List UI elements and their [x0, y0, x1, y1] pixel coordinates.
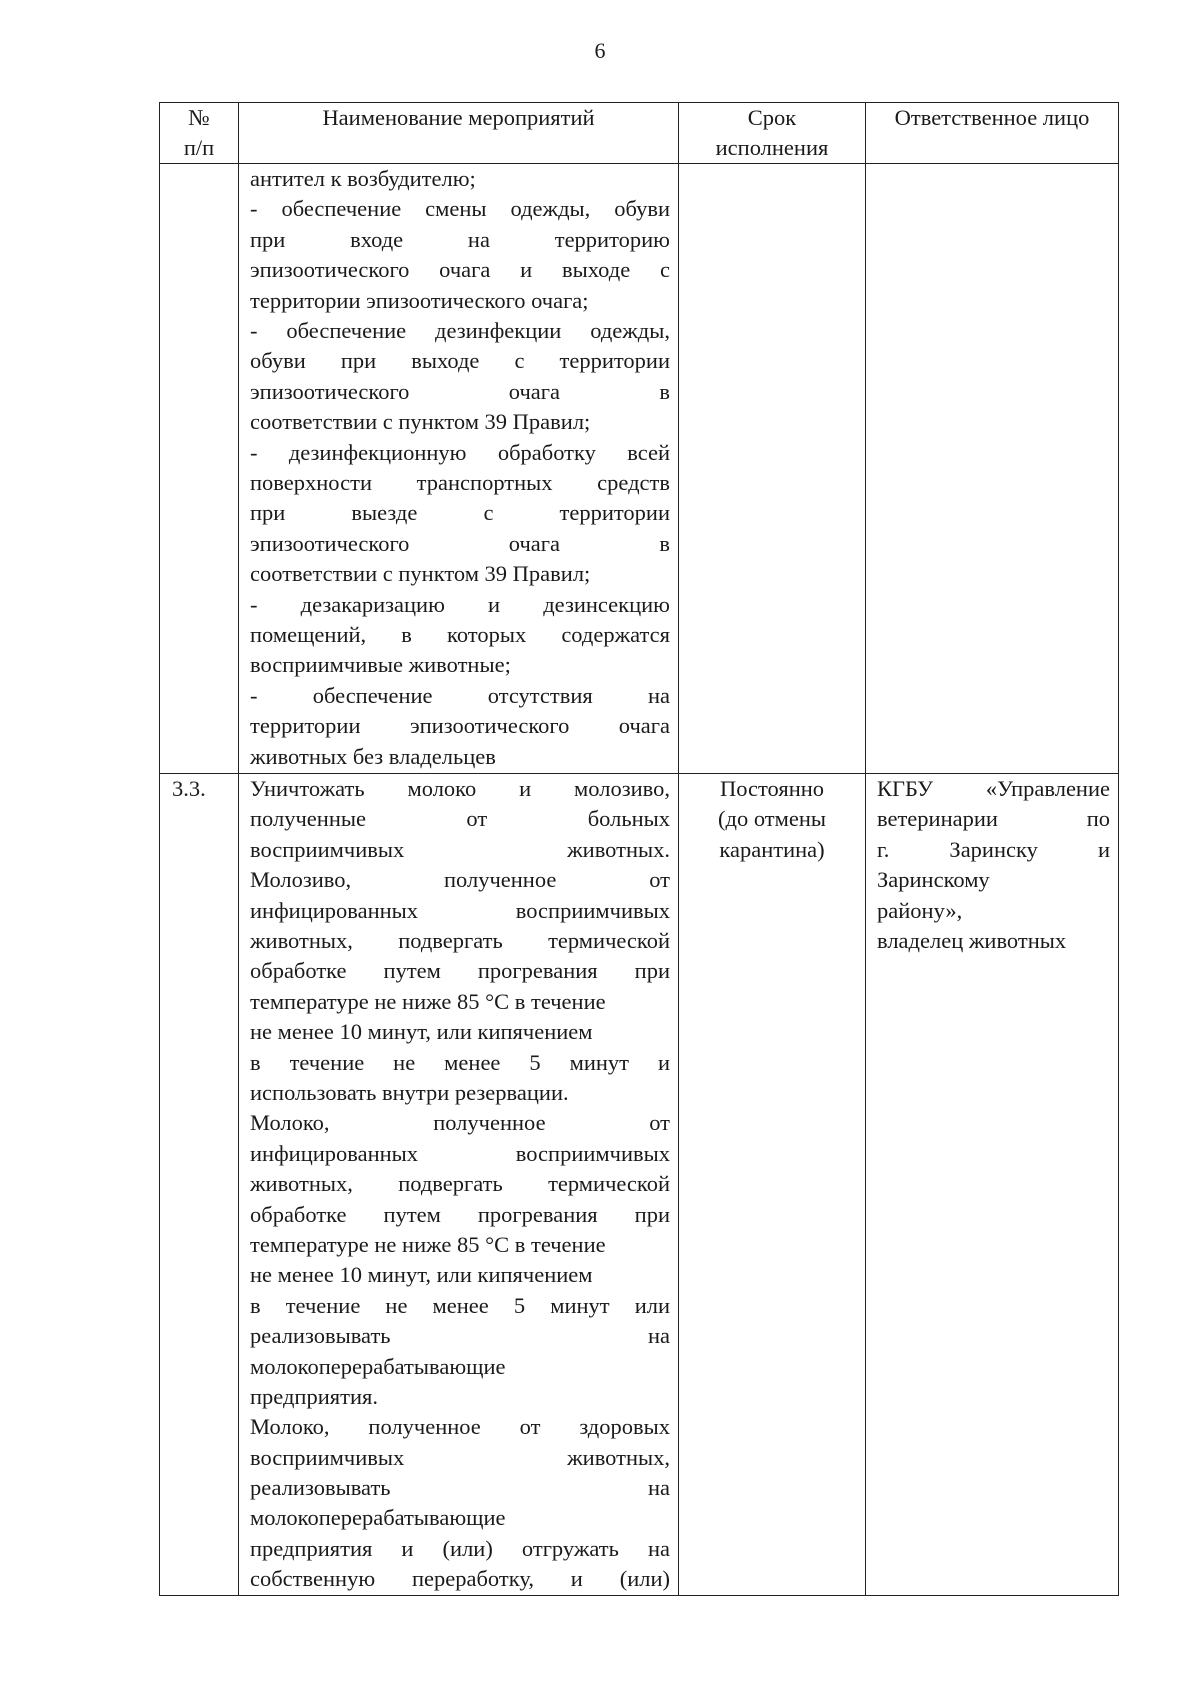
term-line: карантина): [719, 836, 825, 862]
text-line: - обеспечение отсутствия на: [250, 682, 670, 708]
table-row: [160, 164, 1119, 774]
text-line: соответствии с пунктом 39 Правил;: [250, 409, 591, 435]
text-line: Молозиво, полученное от: [250, 867, 670, 893]
text-line: помещений, в которых содержатся: [250, 621, 670, 647]
responsible-line: владелец животных: [877, 927, 1067, 953]
text-line: реализовывать на: [250, 1323, 670, 1349]
text-line: Молоко, полученное от здоровых: [250, 1414, 670, 1440]
text-line: антител к возбудителю;: [250, 166, 476, 191]
header-term-line: Срок: [747, 105, 797, 130]
text-line: животных, подвергать термической: [250, 1171, 670, 1197]
term-line: (до отмены: [718, 806, 826, 832]
text-line: температуре не ниже 85 °С в течение: [250, 988, 606, 1014]
text-line: эпизоотического очага в: [250, 378, 670, 404]
text-line: - дезинфекционную обработку всей: [250, 439, 670, 465]
measure-name-cell: [239, 164, 679, 774]
text-line: поверхности транспортных средств: [250, 469, 670, 495]
text-line: температуре не ниже 85 °С в течение: [250, 1231, 606, 1257]
text-line: территории эпизоотического очага;: [250, 287, 589, 313]
text-line: использовать внутри резервации.: [250, 1079, 569, 1105]
text-line: обработке путем прогревания при: [250, 1201, 670, 1227]
row-number-cell: [160, 164, 239, 774]
text-line: молокоперерабатывающие: [250, 1353, 506, 1379]
text-line: эпизоотического очага и выходе с: [250, 257, 670, 283]
measures-table: [159, 102, 1119, 1596]
page-number: 6: [594, 38, 606, 63]
header-responsible-text: Ответственное лицо: [894, 105, 1090, 130]
text-line: восприимчивые животные;: [250, 652, 511, 678]
text-line: не менее 10 минут, или кипячением: [250, 1019, 593, 1045]
text-line: в течение не менее 5 минут или: [250, 1292, 670, 1318]
header-term-line: исполнения: [715, 135, 829, 160]
text-line: в течение не менее 5 минут и: [250, 1049, 670, 1075]
responsible-line: ветеринарии по: [877, 806, 1110, 832]
term-cell: [679, 164, 866, 774]
text-line: - дезакаризацию и дезинсекцию: [250, 591, 670, 617]
text-line: предприятия и (или) отгружать на: [250, 1535, 670, 1561]
text-line: не менее 10 минут, или кипячением: [250, 1262, 593, 1288]
responsible-line: КГБУ «Управление: [877, 776, 1110, 801]
text-line: инфицированных восприимчивых: [250, 897, 670, 923]
text-line: восприимчивых животных,: [250, 1444, 670, 1470]
text-line: обработке путем прогревания при: [250, 958, 670, 984]
table-row: [160, 774, 1119, 1596]
header-responsible: [866, 103, 1119, 164]
text-line: предприятия.: [250, 1383, 378, 1409]
responsible-line: г. Заринску и: [877, 836, 1110, 862]
text-line: молокоперерабатывающие: [250, 1505, 506, 1531]
responsible-line: Заринскому: [877, 867, 990, 893]
measure-name-cell: [239, 774, 679, 1596]
header-measure-name: [239, 103, 679, 164]
text-line: - обеспечение смены одежды, обуви: [250, 196, 670, 222]
responsible-cell: [866, 774, 1119, 1596]
table-header-row: [160, 103, 1119, 164]
text-line: восприимчивых животных.: [250, 836, 670, 862]
text-line: собственную переработку, и (или): [250, 1566, 670, 1592]
text-line: - обеспечение дезинфекции одежды,: [250, 317, 670, 343]
responsible-cell: [866, 164, 1119, 774]
header-term: [679, 103, 866, 164]
text-line: инфицированных восприимчивых: [250, 1140, 670, 1166]
header-number-line: п/п: [183, 135, 215, 160]
text-line: реализовывать на: [250, 1475, 670, 1501]
responsible-line: району»,: [877, 897, 963, 923]
text-line: территории эпизоотического очага: [250, 713, 670, 739]
text-line: животных без владельцев: [250, 743, 496, 769]
text-line: полученные от больных: [250, 806, 670, 832]
text-line: при выезде с территории: [250, 500, 670, 526]
text-line: соответствии с пунктом 39 Правил;: [250, 561, 591, 587]
text-line: эпизоотического очага в: [250, 530, 670, 556]
header-number-line: №: [188, 105, 210, 130]
text-line: Уничтожать молоко и молозиво,: [250, 776, 670, 801]
term-line: Постоянно: [719, 776, 825, 801]
text-line: Молоко, полученное от: [250, 1110, 670, 1136]
term-cell: [679, 774, 866, 1596]
text-line: при входе на территорию: [250, 226, 670, 252]
text-line: обуви при выходе с территории: [250, 348, 670, 374]
header-measure-name-text: Наименование мероприятий: [322, 105, 595, 130]
header-number: [160, 103, 239, 164]
row-number-cell: 3.3.: [160, 774, 239, 1596]
text-line: животных, подвергать термической: [250, 927, 670, 953]
